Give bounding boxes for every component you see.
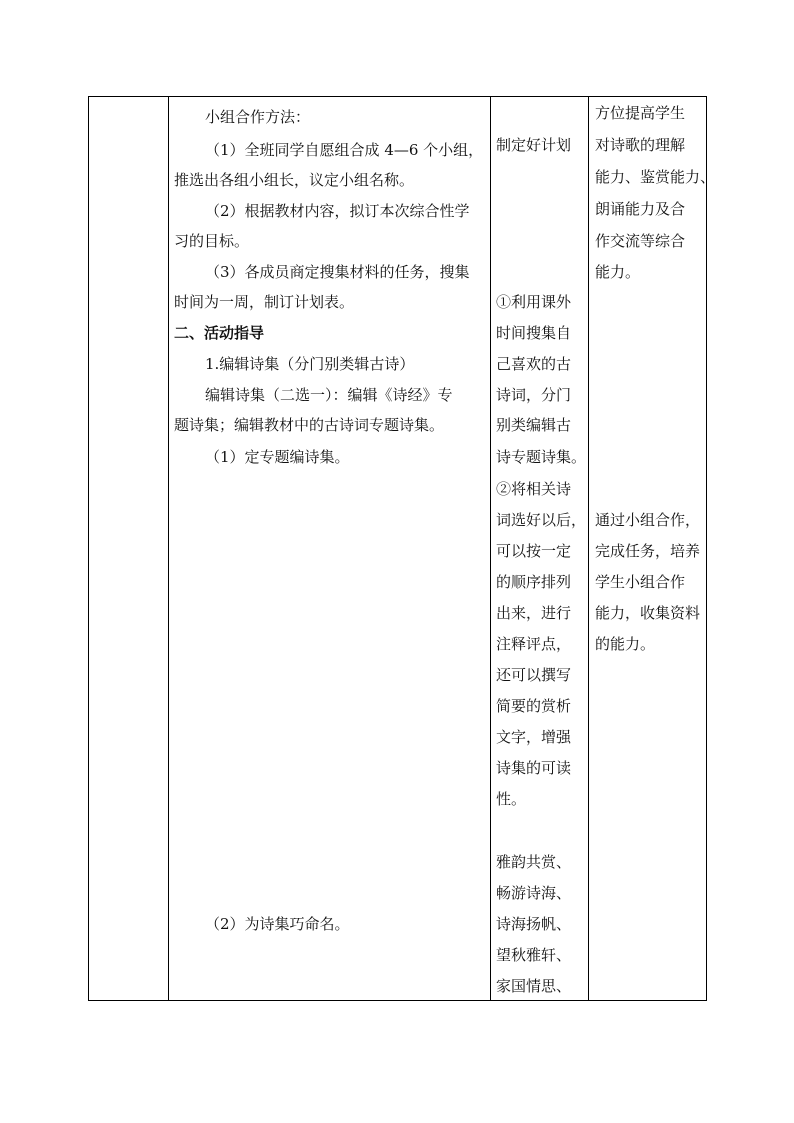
text-line: 望秋雅轩、 [496, 946, 572, 964]
text-line: 文字，增强 [496, 728, 572, 746]
text-line: 学生小组合作 [595, 573, 686, 591]
text-line: 制定好计划 [496, 136, 572, 154]
text-line: （1）定专题编诗集。 [205, 448, 350, 466]
text-line: 诗集的可读 [496, 759, 572, 777]
text-line: 简要的赏析 [496, 697, 572, 715]
label-column [89, 97, 168, 1000]
text-line: ②将相关诗 [496, 480, 572, 498]
text-line: 习的目标。 [174, 232, 250, 250]
text-line: 通过小组合作， [595, 511, 701, 529]
text-line: （2）根据教材内容，拟订本次综合性学 [205, 202, 470, 220]
text-line: 时间搜集自 [496, 324, 572, 342]
text-line: （2）为诗集巧命名。 [205, 915, 350, 933]
text-line: 的能力。 [595, 635, 656, 653]
text-line: 诗海扬帆、 [496, 915, 572, 933]
text-line: 诗词，分门 [496, 386, 572, 404]
subsection-heading: 1.编辑诗集（分门别类辑古诗） [205, 355, 415, 373]
text-line: 可以按一定 [496, 542, 572, 560]
text-line: 作交流等综合 [595, 232, 686, 250]
text-line: 能力、鉴赏能力、 [595, 168, 716, 186]
text-line: 小组合作方法： [205, 108, 311, 126]
text-line: 诗专题诗集。 [496, 448, 587, 466]
text-line: 雅韵共赏、 [496, 853, 572, 871]
text-line: 注释评点， [496, 635, 572, 653]
text-line: 词选好以后， [496, 511, 587, 529]
text-line: 出来，进行 [496, 604, 572, 622]
section-heading: 二、活动指导 [174, 324, 265, 342]
text-line: ①利用课外 [496, 293, 572, 311]
text-line: 对诗歌的理解 [595, 136, 686, 154]
text-line: 编辑诗集（二选一）：编辑《诗经》专 [205, 386, 453, 404]
text-line: 时间为一周，制订计划表。 [174, 293, 355, 311]
text-line: 家国情思、 [496, 977, 572, 995]
text-line: 还可以撰写 [496, 666, 572, 684]
text-line: 推选出各组小组长，议定小组名称。 [174, 171, 415, 189]
text-line: 别类编辑古 [496, 416, 572, 434]
text-line: 畅游诗海、 [496, 884, 572, 902]
text-line: 性。 [496, 790, 527, 808]
text-line: 完成任务，培养 [595, 542, 701, 560]
text-line: （1）全班同学自愿组合成 4—6 个小组， [205, 141, 484, 159]
text-line: 方位提高学生 [595, 104, 686, 122]
text-line: 题诗集；编辑教材中的古诗词专题诗集。 [174, 416, 445, 434]
text-line: （3）各成员商定搜集材料的任务，搜集 [205, 263, 470, 281]
text-line: 能力。 [595, 263, 641, 281]
design-intent-column [589, 97, 716, 1000]
lesson-table [88, 96, 716, 1001]
text-line: 朗诵能力及合 [595, 200, 686, 218]
text-line: 己喜欢的古 [496, 355, 572, 373]
text-line: 能力，收集资料 [595, 604, 701, 622]
text-line: 的顺序排列 [496, 573, 572, 591]
activity-content-column [169, 97, 490, 1000]
student-activity-column [491, 97, 588, 1000]
